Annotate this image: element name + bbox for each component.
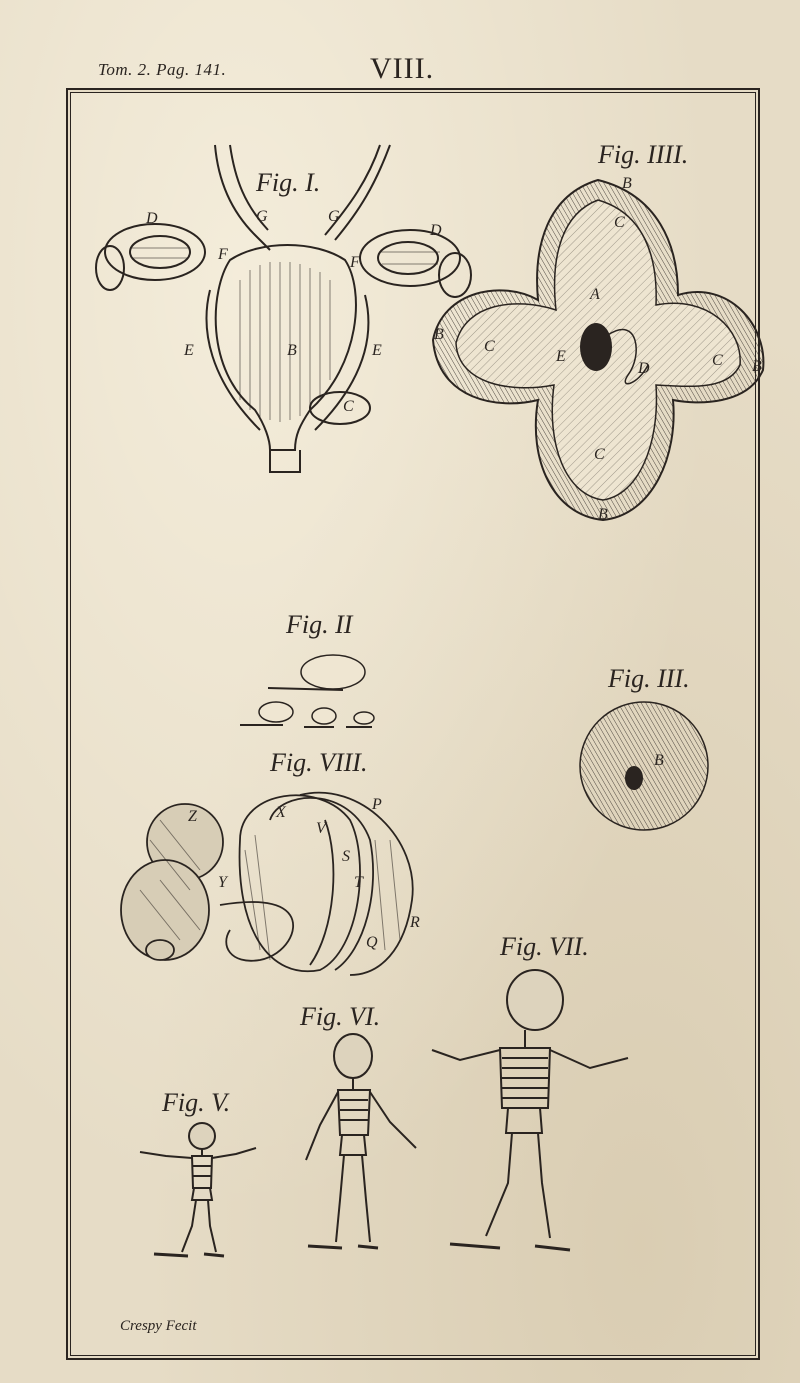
- fig4-letter-b-left: B: [434, 326, 444, 343]
- fig1-letter-b: B: [287, 342, 297, 359]
- fig4-letter-b-bottom: B: [598, 506, 608, 523]
- fig5-skeleton-drawing: [136, 1118, 260, 1260]
- fig1-letter-f-left: F: [218, 246, 228, 263]
- engraver-signature: Crespy Fecit: [120, 1318, 197, 1334]
- fig8-letter-v: V: [316, 820, 326, 837]
- fig6-title: Fig. VI.: [300, 1002, 381, 1031]
- fig4-letter-c-bottom: C: [594, 446, 605, 463]
- fig4-letter-e: E: [556, 348, 566, 365]
- fig8-letter-y: Y: [218, 874, 227, 891]
- fig1-title: Fig. I.: [256, 168, 321, 197]
- fig8-letter-r: R: [410, 914, 420, 931]
- fig1-letter-g-right: G: [328, 208, 340, 225]
- fig7-title: Fig. VII.: [500, 932, 589, 961]
- fig7-skeleton-drawing: [420, 968, 640, 1260]
- plate-number: VIII.: [370, 52, 435, 85]
- fig4-letter-a: A: [590, 286, 600, 303]
- fig8-letter-p: P: [372, 796, 382, 813]
- fig8-letter-x: X: [276, 804, 286, 821]
- fig1-letter-d-right: D: [430, 222, 442, 239]
- fig1-letter-e-left: E: [184, 342, 194, 359]
- fig6-skeleton-drawing: [298, 1030, 426, 1252]
- fig3-disc-drawing: [578, 698, 712, 838]
- fig3-letter-b: B: [654, 752, 664, 769]
- fig1-letter-f-right: F: [350, 254, 360, 271]
- fig4-letter-d: D: [638, 360, 650, 377]
- fig1-letter-d-left: D: [146, 210, 158, 227]
- fig5-title: Fig. V.: [162, 1088, 231, 1117]
- fig2-title: Fig. II: [286, 610, 353, 639]
- fig2-ova-drawing: [238, 650, 388, 730]
- fig4-letter-c-top: C: [614, 214, 625, 231]
- fig3-title: Fig. III.: [608, 664, 690, 693]
- page-reference: Tom. 2. Pag. 141.: [98, 60, 227, 79]
- fig8-letter-t: T: [354, 874, 363, 891]
- fig4-letter-c-right: C: [712, 352, 723, 369]
- fig4-letter-b-right: B: [752, 358, 762, 375]
- fig8-letter-z: Z: [188, 808, 197, 825]
- fig8-fetus-membranes-drawing: [120, 780, 430, 980]
- fig4-membrane-drawing: [428, 175, 768, 527]
- fig4-title: Fig. IIII.: [598, 140, 689, 169]
- fig1-uterus-drawing: [90, 140, 480, 485]
- fig8-letter-q: Q: [366, 934, 378, 951]
- fig8-title: Fig. VIII.: [270, 748, 368, 777]
- fig8-letter-s: S: [342, 848, 350, 865]
- fig4-letter-c-left: C: [484, 338, 495, 355]
- fig1-letter-g-left: G: [256, 208, 268, 225]
- fig1-letter-c: C: [343, 398, 354, 415]
- fig4-letter-b-top: B: [622, 175, 632, 192]
- fig1-letter-e-right: E: [372, 342, 382, 359]
